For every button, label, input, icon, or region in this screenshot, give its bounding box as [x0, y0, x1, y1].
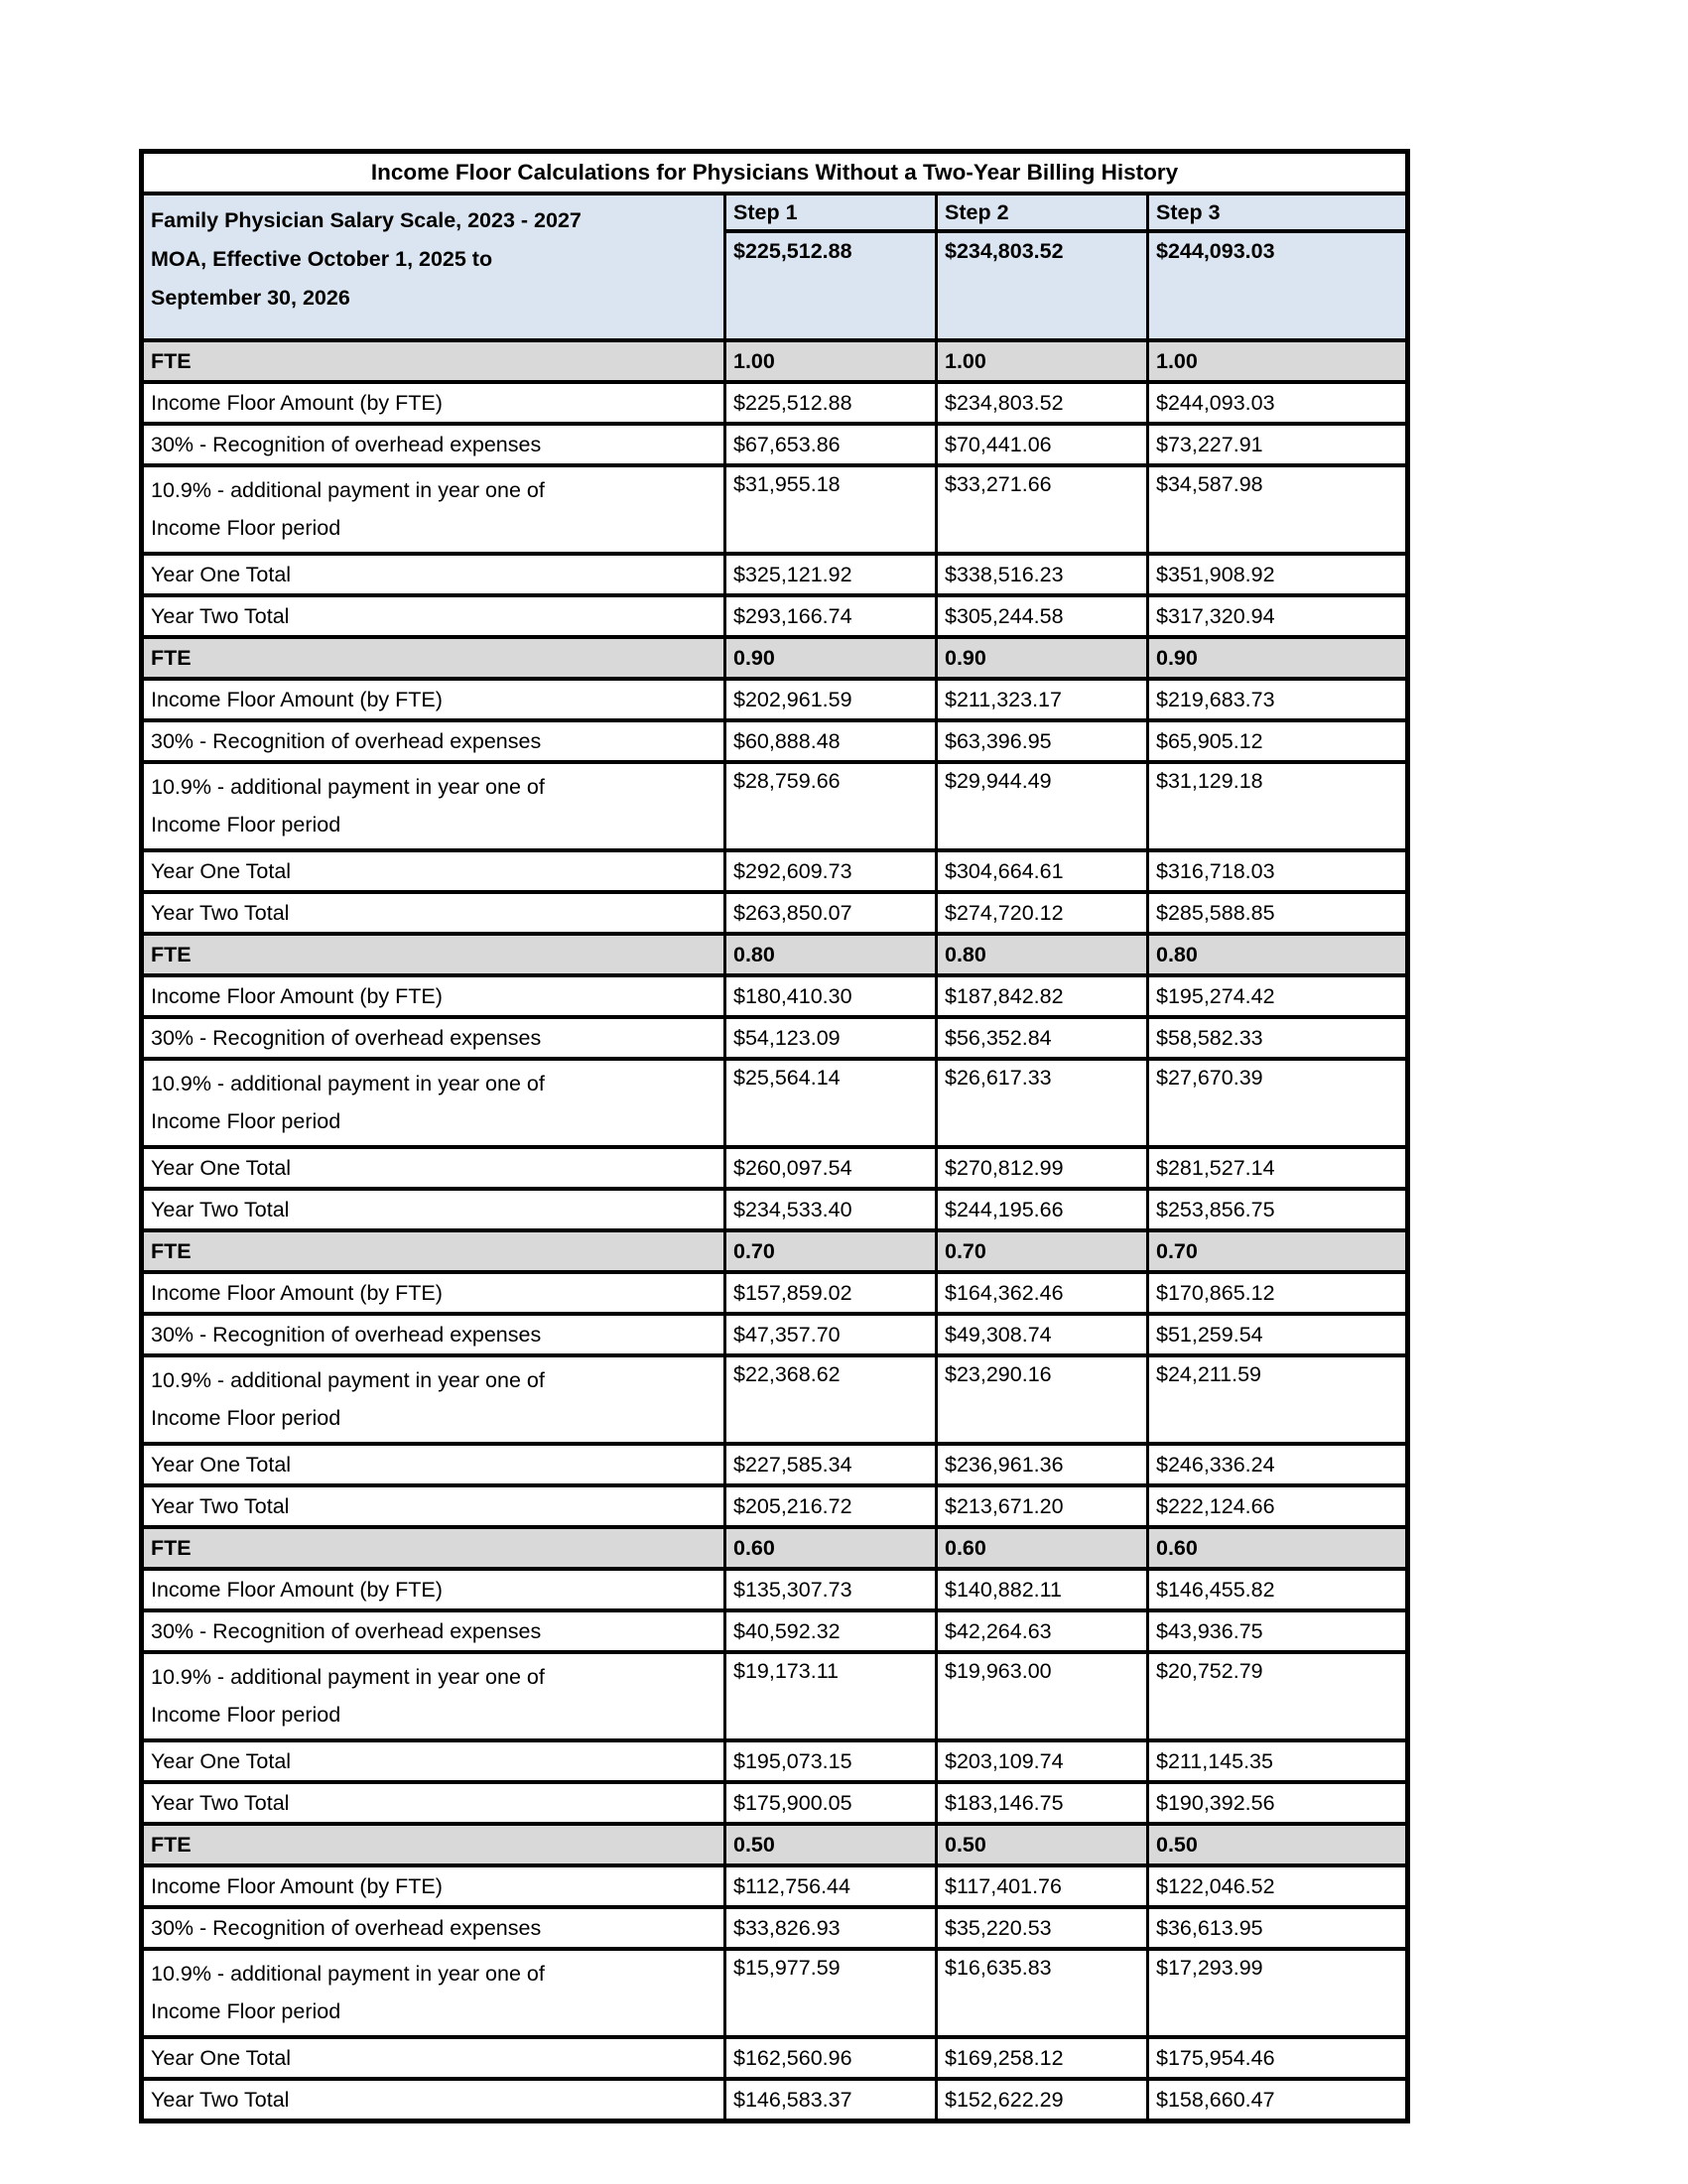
- additional-payment-label-line-1: 10.9% - additional payment in year one of: [151, 1368, 545, 1392]
- additional-payment-label-line-2: Income Floor period: [151, 1999, 341, 2023]
- income-floor-row: [142, 679, 1408, 720]
- income-floor-step-3: $146,455.82: [1148, 1569, 1408, 1610]
- overhead-step-2: $49,308.74: [937, 1314, 1148, 1355]
- additional-payment-step-1: $28,759.66: [725, 762, 937, 850]
- year-two-total-step-2: $213,671.20: [937, 1485, 1148, 1527]
- income-floor-step-1: $112,756.44: [725, 1865, 937, 1907]
- year-two-total-step-1: $234,533.40: [725, 1189, 937, 1230]
- overhead-row-label: 30% - Recognition of overhead expenses: [142, 1907, 725, 1949]
- fte-value-step-1: 0.90: [725, 637, 937, 679]
- fte-row: [142, 340, 1408, 382]
- overhead-row: [142, 1610, 1408, 1652]
- fte-row: [142, 1527, 1408, 1569]
- year-one-total-row: [142, 1740, 1408, 1782]
- fte-value-step-1: 0.50: [725, 1824, 937, 1865]
- year-two-total-step-1: $293,166.74: [725, 595, 937, 637]
- income-floor-step-3: $170,865.12: [1148, 1272, 1408, 1314]
- year-two-total-step-2: $152,622.29: [937, 2079, 1148, 2121]
- salary-scale-line-3: September 30, 2026: [151, 286, 350, 310]
- overhead-row-label: 30% - Recognition of overhead expenses: [142, 1610, 725, 1652]
- fte-row: [142, 1230, 1408, 1272]
- year-one-total-row-label: Year One Total: [142, 1147, 725, 1189]
- income-floor-step-1: $180,410.30: [725, 975, 937, 1017]
- year-one-total-step-2: $270,812.99: [937, 1147, 1148, 1189]
- year-two-total-row: [142, 2079, 1408, 2121]
- year-one-total-row-label: Year One Total: [142, 850, 725, 892]
- title-row: [142, 152, 1408, 194]
- overhead-row-label: 30% - Recognition of overhead expenses: [142, 424, 725, 465]
- overhead-row: [142, 1314, 1408, 1355]
- income-floor-step-3: $195,274.42: [1148, 975, 1408, 1017]
- year-two-total-step-2: $305,244.58: [937, 595, 1148, 637]
- base-salary-step-3: $244,093.03: [1148, 231, 1408, 340]
- column-header-step-1: Step 1: [725, 193, 937, 231]
- income-floor-step-3: $219,683.73: [1148, 679, 1408, 720]
- overhead-step-1: $60,888.48: [725, 720, 937, 762]
- year-two-total-step-2: $244,195.66: [937, 1189, 1148, 1230]
- overhead-step-2: $70,441.06: [937, 424, 1148, 465]
- fte-row-label: FTE: [142, 1527, 725, 1569]
- additional-payment-step-2: $33,271.66: [937, 465, 1148, 554]
- additional-payment-label-line-1: 10.9% - additional payment in year one of: [151, 1072, 545, 1095]
- fte-value-step-3: 1.00: [1148, 340, 1408, 382]
- additional-payment-label-line-2: Income Floor period: [151, 1109, 341, 1133]
- overhead-step-2: $56,352.84: [937, 1017, 1148, 1059]
- income-floor-row: [142, 1272, 1408, 1314]
- additional-payment-row-label: [142, 762, 725, 850]
- overhead-step-3: $43,936.75: [1148, 1610, 1408, 1652]
- additional-payment-step-2: $23,290.16: [937, 1355, 1148, 1444]
- fte-value-step-1: 0.80: [725, 934, 937, 975]
- additional-payment-row-label: [142, 465, 725, 554]
- salary-scale-header-cell: [142, 193, 725, 340]
- year-one-total-row: [142, 554, 1408, 595]
- fte-value-step-3: 0.80: [1148, 934, 1408, 975]
- year-two-total-step-3: $285,588.85: [1148, 892, 1408, 934]
- income-floor-step-3: $244,093.03: [1148, 382, 1408, 424]
- overhead-step-1: $40,592.32: [725, 1610, 937, 1652]
- income-floor-row: [142, 1569, 1408, 1610]
- salary-scale-line-2: MOA, Effective October 1, 2025 to: [151, 247, 493, 271]
- income-floor-step-2: $140,882.11: [937, 1569, 1148, 1610]
- year-one-total-step-1: $162,560.96: [725, 2037, 937, 2079]
- overhead-row-label: 30% - Recognition of overhead expenses: [142, 1314, 725, 1355]
- income-floor-row-label: Income Floor Amount (by FTE): [142, 382, 725, 424]
- additional-payment-label-line-1: 10.9% - additional payment in year one of: [151, 478, 545, 502]
- year-two-total-row: [142, 1189, 1408, 1230]
- fte-value-step-2: 0.50: [937, 1824, 1148, 1865]
- year-one-total-step-2: $236,961.36: [937, 1444, 1148, 1485]
- year-one-total-step-1: $292,609.73: [725, 850, 937, 892]
- overhead-step-2: $35,220.53: [937, 1907, 1148, 1949]
- additional-payment-label-line-2: Income Floor period: [151, 1703, 341, 1727]
- year-two-total-step-3: $222,124.66: [1148, 1485, 1408, 1527]
- year-two-total-step-3: $317,320.94: [1148, 595, 1408, 637]
- additional-payment-step-2: $19,963.00: [937, 1652, 1148, 1740]
- additional-payment-step-2: $26,617.33: [937, 1059, 1148, 1147]
- income-floor-row-label: Income Floor Amount (by FTE): [142, 1865, 725, 1907]
- income-floor-row-label: Income Floor Amount (by FTE): [142, 679, 725, 720]
- overhead-step-2: $63,396.95: [937, 720, 1148, 762]
- year-two-total-step-1: $263,850.07: [725, 892, 937, 934]
- additional-payment-row: [142, 1355, 1408, 1444]
- additional-payment-label-line-1: 10.9% - additional payment in year one of: [151, 1665, 545, 1689]
- fte-value-step-2: 0.90: [937, 637, 1148, 679]
- fte-row: [142, 637, 1408, 679]
- income-floor-table: [139, 149, 1410, 2123]
- additional-payment-label-line-1: 10.9% - additional payment in year one of: [151, 1962, 545, 1986]
- overhead-row-label: 30% - Recognition of overhead expenses: [142, 720, 725, 762]
- income-floor-step-2: $234,803.52: [937, 382, 1148, 424]
- additional-payment-step-3: $20,752.79: [1148, 1652, 1408, 1740]
- additional-payment-step-1: $19,173.11: [725, 1652, 937, 1740]
- additional-payment-step-3: $34,587.98: [1148, 465, 1408, 554]
- year-one-total-row-label: Year One Total: [142, 1740, 725, 1782]
- overhead-row-label: 30% - Recognition of overhead expenses: [142, 1017, 725, 1059]
- overhead-step-1: $47,357.70: [725, 1314, 937, 1355]
- income-floor-step-1: $202,961.59: [725, 679, 937, 720]
- income-floor-step-2: $187,842.82: [937, 975, 1148, 1017]
- base-salary-step-1: $225,512.88: [725, 231, 937, 340]
- year-one-total-step-2: $338,516.23: [937, 554, 1148, 595]
- year-two-total-row-label: Year Two Total: [142, 892, 725, 934]
- income-floor-step-2: $117,401.76: [937, 1865, 1148, 1907]
- fte-row: [142, 934, 1408, 975]
- additional-payment-step-3: $24,211.59: [1148, 1355, 1408, 1444]
- income-floor-row-label: Income Floor Amount (by FTE): [142, 1272, 725, 1314]
- year-one-total-step-1: $195,073.15: [725, 1740, 937, 1782]
- income-floor-row: [142, 1865, 1408, 1907]
- year-one-total-row-label: Year One Total: [142, 2037, 725, 2079]
- additional-payment-step-3: $31,129.18: [1148, 762, 1408, 850]
- additional-payment-row: [142, 1652, 1408, 1740]
- year-one-total-step-3: $281,527.14: [1148, 1147, 1408, 1189]
- fte-value-step-1: 0.60: [725, 1527, 937, 1569]
- year-two-total-row: [142, 1782, 1408, 1824]
- year-one-total-step-3: $316,718.03: [1148, 850, 1408, 892]
- base-salary-step-2: $234,803.52: [937, 231, 1148, 340]
- overhead-row: [142, 720, 1408, 762]
- overhead-row: [142, 1017, 1408, 1059]
- additional-payment-step-1: $22,368.62: [725, 1355, 937, 1444]
- additional-payment-row: [142, 762, 1408, 850]
- year-one-total-step-1: $260,097.54: [725, 1147, 937, 1189]
- year-one-total-step-1: $227,585.34: [725, 1444, 937, 1485]
- year-two-total-row: [142, 1485, 1408, 1527]
- income-floor-row: [142, 382, 1408, 424]
- additional-payment-row: [142, 1949, 1408, 2037]
- overhead-row: [142, 1907, 1408, 1949]
- additional-payment-row-label: [142, 1059, 725, 1147]
- year-two-total-step-1: $175,900.05: [725, 1782, 937, 1824]
- year-one-total-row-label: Year One Total: [142, 1444, 725, 1485]
- year-one-total-step-3: $175,954.46: [1148, 2037, 1408, 2079]
- additional-payment-label-line-1: 10.9% - additional payment in year one of: [151, 775, 545, 799]
- additional-payment-row: [142, 1059, 1408, 1147]
- income-floor-row: [142, 975, 1408, 1017]
- overhead-step-1: $33,826.93: [725, 1907, 937, 1949]
- fte-value-step-3: 0.90: [1148, 637, 1408, 679]
- additional-payment-step-3: $27,670.39: [1148, 1059, 1408, 1147]
- income-floor-row-label: Income Floor Amount (by FTE): [142, 1569, 725, 1610]
- year-two-total-row-label: Year Two Total: [142, 1485, 725, 1527]
- income-floor-step-1: $225,512.88: [725, 382, 937, 424]
- year-one-total-step-3: $246,336.24: [1148, 1444, 1408, 1485]
- overhead-step-1: $67,653.86: [725, 424, 937, 465]
- overhead-step-3: $51,259.54: [1148, 1314, 1408, 1355]
- overhead-row: [142, 424, 1408, 465]
- income-floor-step-1: $157,859.02: [725, 1272, 937, 1314]
- fte-value-step-3: 0.70: [1148, 1230, 1408, 1272]
- additional-payment-row-label: [142, 1652, 725, 1740]
- income-floor-step-3: $122,046.52: [1148, 1865, 1408, 1907]
- year-one-total-row: [142, 1444, 1408, 1485]
- fte-row: [142, 1824, 1408, 1865]
- year-two-total-row: [142, 595, 1408, 637]
- year-one-total-row: [142, 850, 1408, 892]
- year-two-total-row-label: Year Two Total: [142, 1782, 725, 1824]
- income-floor-step-2: $211,323.17: [937, 679, 1148, 720]
- overhead-step-2: $42,264.63: [937, 1610, 1148, 1652]
- year-one-total-row: [142, 1147, 1408, 1189]
- additional-payment-step-1: $25,564.14: [725, 1059, 937, 1147]
- fte-value-step-2: 1.00: [937, 340, 1148, 382]
- income-floor-row-label: Income Floor Amount (by FTE): [142, 975, 725, 1017]
- additional-payment-label-line-2: Income Floor period: [151, 1406, 341, 1430]
- table-title: Income Floor Calculations for Physicians Without a Two-Year Billing History: [142, 152, 1408, 194]
- fte-row-label: FTE: [142, 1824, 725, 1865]
- income-floor-step-1: $135,307.73: [725, 1569, 937, 1610]
- year-two-total-step-3: $190,392.56: [1148, 1782, 1408, 1824]
- year-one-total-step-2: $203,109.74: [937, 1740, 1148, 1782]
- fte-row-label: FTE: [142, 934, 725, 975]
- overhead-step-3: $73,227.91: [1148, 424, 1408, 465]
- year-one-total-step-2: $169,258.12: [937, 2037, 1148, 2079]
- year-two-total-step-2: $183,146.75: [937, 1782, 1148, 1824]
- year-one-total-step-2: $304,664.61: [937, 850, 1148, 892]
- year-one-total-step-3: $211,145.35: [1148, 1740, 1408, 1782]
- additional-payment-step-2: $16,635.83: [937, 1949, 1148, 2037]
- additional-payment-row-label: [142, 1355, 725, 1444]
- additional-payment-step-1: $15,977.59: [725, 1949, 937, 2037]
- overhead-step-3: $65,905.12: [1148, 720, 1408, 762]
- year-two-total-step-1: $205,216.72: [725, 1485, 937, 1527]
- fte-value-step-1: 1.00: [725, 340, 937, 382]
- overhead-step-1: $54,123.09: [725, 1017, 937, 1059]
- fte-value-step-2: 0.80: [937, 934, 1148, 975]
- fte-row-label: FTE: [142, 637, 725, 679]
- year-one-total-row: [142, 2037, 1408, 2079]
- year-one-total-row-label: Year One Total: [142, 554, 725, 595]
- additional-payment-row: [142, 465, 1408, 554]
- income-floor-step-2: $164,362.46: [937, 1272, 1148, 1314]
- year-two-total-step-3: $158,660.47: [1148, 2079, 1408, 2121]
- column-header-step-3: Step 3: [1148, 193, 1408, 231]
- fte-row-label: FTE: [142, 1230, 725, 1272]
- year-two-total-step-1: $146,583.37: [725, 2079, 937, 2121]
- additional-payment-label-line-2: Income Floor period: [151, 813, 341, 836]
- additional-payment-step-1: $31,955.18: [725, 465, 937, 554]
- fte-value-step-2: 0.70: [937, 1230, 1148, 1272]
- fte-row-label: FTE: [142, 340, 725, 382]
- fte-value-step-3: 0.60: [1148, 1527, 1408, 1569]
- fte-value-step-1: 0.70: [725, 1230, 937, 1272]
- salary-scale-line-1: Family Physician Salary Scale, 2023 - 2027: [151, 208, 582, 232]
- column-header-row: [142, 193, 1408, 231]
- year-two-total-step-3: $253,856.75: [1148, 1189, 1408, 1230]
- fte-value-step-2: 0.60: [937, 1527, 1148, 1569]
- additional-payment-label-line-2: Income Floor period: [151, 516, 341, 540]
- column-header-step-2: Step 2: [937, 193, 1148, 231]
- fte-value-step-3: 0.50: [1148, 1824, 1408, 1865]
- year-one-total-step-3: $351,908.92: [1148, 554, 1408, 595]
- additional-payment-row-label: [142, 1949, 725, 2037]
- year-two-total-row-label: Year Two Total: [142, 1189, 725, 1230]
- overhead-step-3: $58,582.33: [1148, 1017, 1408, 1059]
- additional-payment-step-3: $17,293.99: [1148, 1949, 1408, 2037]
- year-two-total-row-label: Year Two Total: [142, 595, 725, 637]
- year-one-total-step-1: $325,121.92: [725, 554, 937, 595]
- additional-payment-step-2: $29,944.49: [937, 762, 1148, 850]
- year-two-total-row: [142, 892, 1408, 934]
- overhead-step-3: $36,613.95: [1148, 1907, 1408, 1949]
- year-two-total-step-2: $274,720.12: [937, 892, 1148, 934]
- year-two-total-row-label: Year Two Total: [142, 2079, 725, 2121]
